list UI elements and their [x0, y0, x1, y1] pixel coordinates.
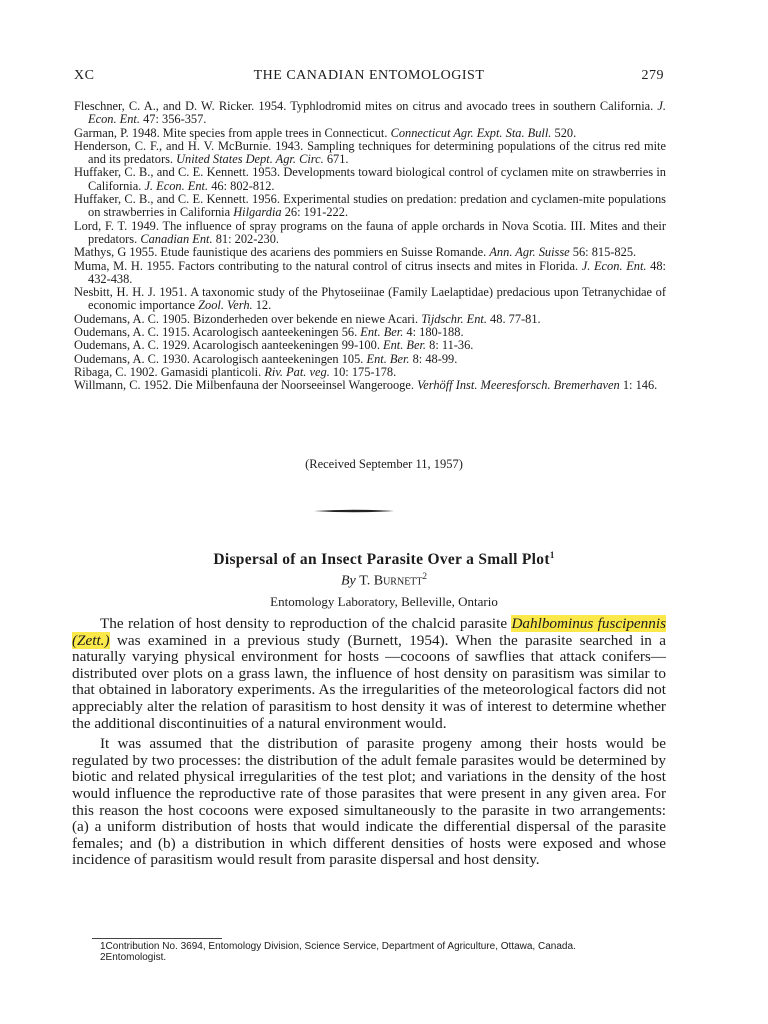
reference-journal: J. Econ. Ent. — [88, 99, 666, 127]
affiliation: Entomology Laboratory, Belleville, Ontario — [270, 594, 498, 609]
reference-entry — [74, 286, 666, 313]
reference-entry — [74, 220, 666, 247]
reference-volume-pages: 8: 11-36. — [426, 338, 474, 353]
article-body — [72, 616, 666, 873]
article-title-text: Dispersal of an Insect Parasite Over a Small Plot — [213, 551, 550, 569]
byline — [0, 571, 768, 590]
reference-journal: Ent. Ber. — [360, 325, 404, 340]
reference-journal: Canadian Ent. — [140, 231, 213, 246]
reference-journal: Tijdschr. Ent. — [421, 311, 487, 326]
byline-by: By — [340, 573, 356, 589]
reference-text: Fleschner, C. A., and D. W. Ricker. 1954. Typhlodromid mites on citrus and avocado trees in southern California. — [74, 99, 658, 113]
reference-volume-pages: 10: 175-178. — [329, 364, 397, 379]
reference-entry — [74, 246, 666, 259]
reference-journal: United States Dept. Agr. Circ. — [176, 152, 324, 167]
reference-entry — [74, 193, 666, 220]
reference-text: Garman, P. 1948. Mite species from apple trees in Connecticut. — [74, 125, 391, 140]
reference-text: Oudemans, A. C. 1929. Acarologisch aanteekeningen 99-100. — [74, 338, 384, 353]
divider-ornament — [314, 509, 394, 513]
page-number: 279 — [641, 68, 664, 83]
reference-entry — [74, 100, 666, 127]
footnotes — [72, 941, 666, 963]
reference-volume-pages: 12. — [252, 298, 272, 313]
reference-text: Huffaker, C. B., and C. E. Kennett. 1953. Developments toward biological control of cyclamen mite on strawberries in California. — [74, 165, 666, 193]
reference-volume-pages: 1: 146. — [619, 378, 658, 393]
reference-text: Huffaker, C. B., and C. E. Kennett. 1956. Experimental studies on predation: predation and cyclamen-mite populations on strawberries in California — [74, 192, 666, 220]
footnote-rule — [92, 938, 222, 939]
reference-text: Nesbitt, H. H. J. 1951. A taxonomic study of the Phytoseiinae (Family Laelaptidae) predacious upon Tetranychidae of economic importance — [74, 285, 666, 313]
reference-journal: Connecticut Agr. Expt. Sta. Bull. — [390, 125, 552, 140]
reference-journal: Zool. Verh. — [198, 298, 253, 313]
reference-volume-pages: 520. — [551, 125, 577, 140]
reference-volume-pages: 48: 432-438. — [88, 258, 666, 286]
reference-journal: J. Econ. Ent. — [144, 178, 209, 193]
paragraph-1 — [72, 616, 666, 732]
received-date: (Received September 11, 1957) — [305, 457, 463, 471]
reference-volume-pages: 8: 48-99. — [409, 351, 458, 366]
reference-entry — [74, 313, 666, 326]
reference-journal: Riv. Pat. veg. — [264, 364, 330, 379]
reference-journal: Ent. Ber. — [366, 351, 410, 366]
reference-entry — [74, 326, 666, 339]
reference-volume-pages: 26: 191-222. — [281, 205, 349, 220]
reference-entry — [74, 260, 666, 287]
reference-journal: Ann. Agr. Suisse — [489, 245, 570, 260]
highlighted-species-name: Dahlbominus fuscipennis (Zett.) — [72, 615, 666, 649]
reference-entry — [74, 353, 666, 366]
running-head — [74, 68, 664, 88]
reference-journal: Ent. Ber. — [383, 338, 427, 353]
reference-text: Willmann, C. 1952. Die Milbenfauna der Noorseeinsel Wangerooge. — [74, 378, 418, 393]
reference-volume-pages: 48. 77-81. — [486, 311, 541, 326]
reference-entry — [74, 379, 666, 392]
reference-volume-pages: 671. — [323, 152, 349, 167]
reference-volume-pages: 4: 180-188. — [403, 325, 464, 340]
footnote-1: 1Contribution No. 3694, Entomology Division, Science Service, Department of Agriculture, Ottawa, Canada. — [100, 941, 576, 952]
reference-text: Lord, F. T. 1949. The influence of spray programs on the fauna of apple orchards in Nova Scotia. III. Mites and their predators. — [74, 218, 666, 246]
reference-volume-pages: 56: 815-825. — [569, 245, 637, 260]
reference-journal: J. Econ. Ent. — [581, 258, 647, 273]
footnote-2: 2Entomologist. — [100, 952, 167, 963]
p1-rest: was examined in a previous study (Burnett, 1954). When the parasite searched in a naturally varying physical environment for hosts —cocoons of sawflies that attack conifers—distributed over plots on a grass lawn, the influence of host density on parasitism was similar to that obtained in laboratory experiments. As the irregularities of the meteorological factors did not appreciably alter the relation of parasitism to host density it was of interest to determine whether the additional discontinuities of a natural environment would. — [72, 631, 666, 732]
author-name: T. Burnett — [359, 573, 423, 589]
reference-text: Mathys, G 1955. Etude faunistique des acariens des pommiers en Suisse Romande. — [74, 245, 490, 260]
reference-text: Henderson, C. F., and H. V. McBurnie. 1943. Sampling techniques for determining populations of the citrus red mite and its predators. — [74, 138, 666, 167]
reference-entry — [74, 166, 666, 193]
reference-volume-pages: 81: 202-230. — [212, 231, 280, 246]
reference-text: Muma, M. H. 1955. Factors contributing to the natural control of citrus insects and mites in Florida. — [74, 258, 582, 273]
section-numeral: XC — [74, 68, 95, 83]
reference-text: Oudemans, A. C. 1915. Acarologisch aanteekeningen 56. — [74, 325, 361, 340]
author-footnote-mark: 2 — [422, 571, 428, 581]
reference-text: Oudemans, A. C. 1905. Bizonderheden over bekende en niewe Acari. — [74, 311, 422, 326]
p1-lead: The relation of host density to reproduction of the chalcid parasite — [100, 615, 512, 632]
reference-text: Ribaga, C. 1902. Gamasidi planticoli. — [74, 364, 265, 379]
paragraph-2: It was assumed that the distribution of parasite progeny among their hosts would be regulated by two processes: the distribution of the adult female parasites would be determined by biotic and related physical irregularities of the test plot; and variations in the density of the host would influence the reproductive rate of those parasites that were present in any given area. For this reason the host cocoons were exposed simultaneously to the parasite in two arrangements: (a) a uniform distribution of hosts that would indicate the differential dispersal of the parasite females; and (b) a distribution in which different densities of hosts were exposed and whose incidence of parasitism would result from parasite dispersal and host density. — [72, 735, 666, 869]
reference-entry — [74, 366, 666, 379]
reference-journal: Verhöff Inst. Meeresforsch. Bremerhaven — [417, 378, 620, 393]
reference-list — [74, 100, 666, 393]
reference-volume-pages: 46: 802-812. — [208, 178, 275, 193]
article-title — [0, 550, 768, 569]
journal-title: THE CANADIAN ENTOMOLOGIST — [253, 68, 485, 83]
reference-entry — [74, 140, 666, 167]
reference-entry — [74, 127, 666, 140]
reference-entry — [74, 339, 666, 352]
title-footnote-mark: 1 — [549, 550, 555, 560]
reference-text: Oudemans, A. C. 1930. Acarologisch aanteekeningen 105. — [74, 351, 367, 366]
section-divider — [314, 509, 394, 512]
reference-volume-pages: 47: 356-357. — [139, 112, 207, 127]
reference-journal: Hilgardia — [233, 205, 282, 220]
